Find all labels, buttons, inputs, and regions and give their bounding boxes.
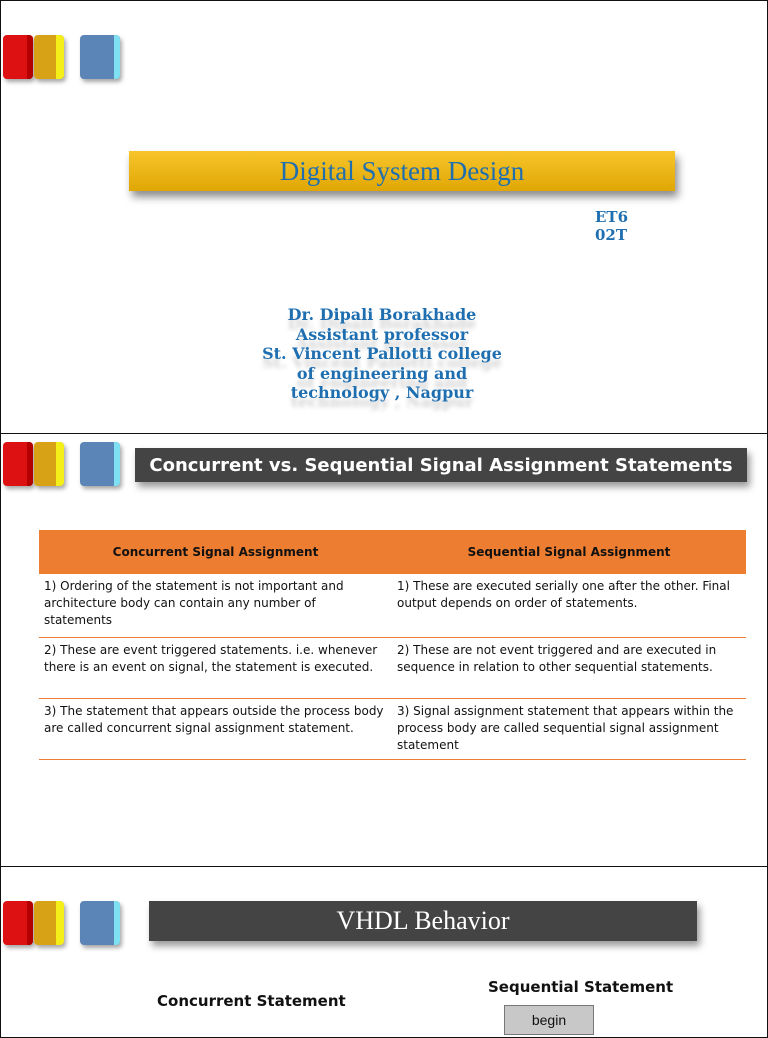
decorative-blocks [3,442,123,488]
author-line: Assistant professor [295,324,469,344]
author-line: St. Vincent Pallotti college [262,344,502,363]
author-line: technology , Nagpur [290,383,474,402]
table-cell: 2) These are not event triggered and are executed in sequence in relation to other sequential statements. [392,638,746,699]
slide-title: Concurrent vs. Sequential Signal Assignment Statements [135,448,747,482]
sequential-statement-label: Sequential Statement [488,978,674,996]
slide-title: VHDL Behavior [149,901,697,941]
column-header: Sequential Signal Assignment [392,530,746,574]
table-header-row [39,530,746,574]
column-header: Concurrent Signal Assignment [39,530,392,574]
blue-block-icon [80,901,120,945]
slide-2 [0,433,768,867]
decorative-blocks [3,901,123,947]
decorative-blocks [3,35,123,81]
table-cell: 3) The statement that appears outside the process body are called concurrent signal assignment statement. [39,699,392,760]
slide-1 [0,0,768,434]
gold-block-icon [34,442,64,486]
table-cell: 2) These are event triggered statements. i.e. whenever there is an event on signal, the statement is executed. [39,638,392,699]
blue-block-icon [80,442,120,486]
table-row [39,574,746,638]
table-cell: 1) Ordering of the statement is not important and architecture body can contain any number of statements [39,574,392,638]
concurrent-statement-label: Concurrent Statement [157,992,346,1010]
gold-block-icon [34,35,64,79]
author-line: Dr. Dipali Borakhade [287,305,477,324]
author-block [181,305,583,403]
course-code [595,208,651,244]
course-code-line-1: ET6 [595,208,629,226]
table-row [39,699,746,760]
gold-block-icon [34,901,64,945]
slide-title: Digital System Design [129,151,675,191]
comparison-table [39,530,746,760]
blue-block-icon [80,35,120,79]
table-cell: 1) These are executed serially one after the other. Final output depends on order of statements. [392,574,746,638]
table-cell: 3) Signal assignment statement that appears within the process body are called sequential signal assignment statement [392,699,746,760]
slide-3 [0,866,768,1038]
red-block-icon [3,35,33,79]
author-line: of engineering and [296,363,468,383]
red-block-icon [3,442,33,486]
red-block-icon [3,901,33,945]
course-code-line-2: 02T [595,226,628,244]
table-row [39,638,746,699]
begin-box: begin [504,1005,594,1035]
